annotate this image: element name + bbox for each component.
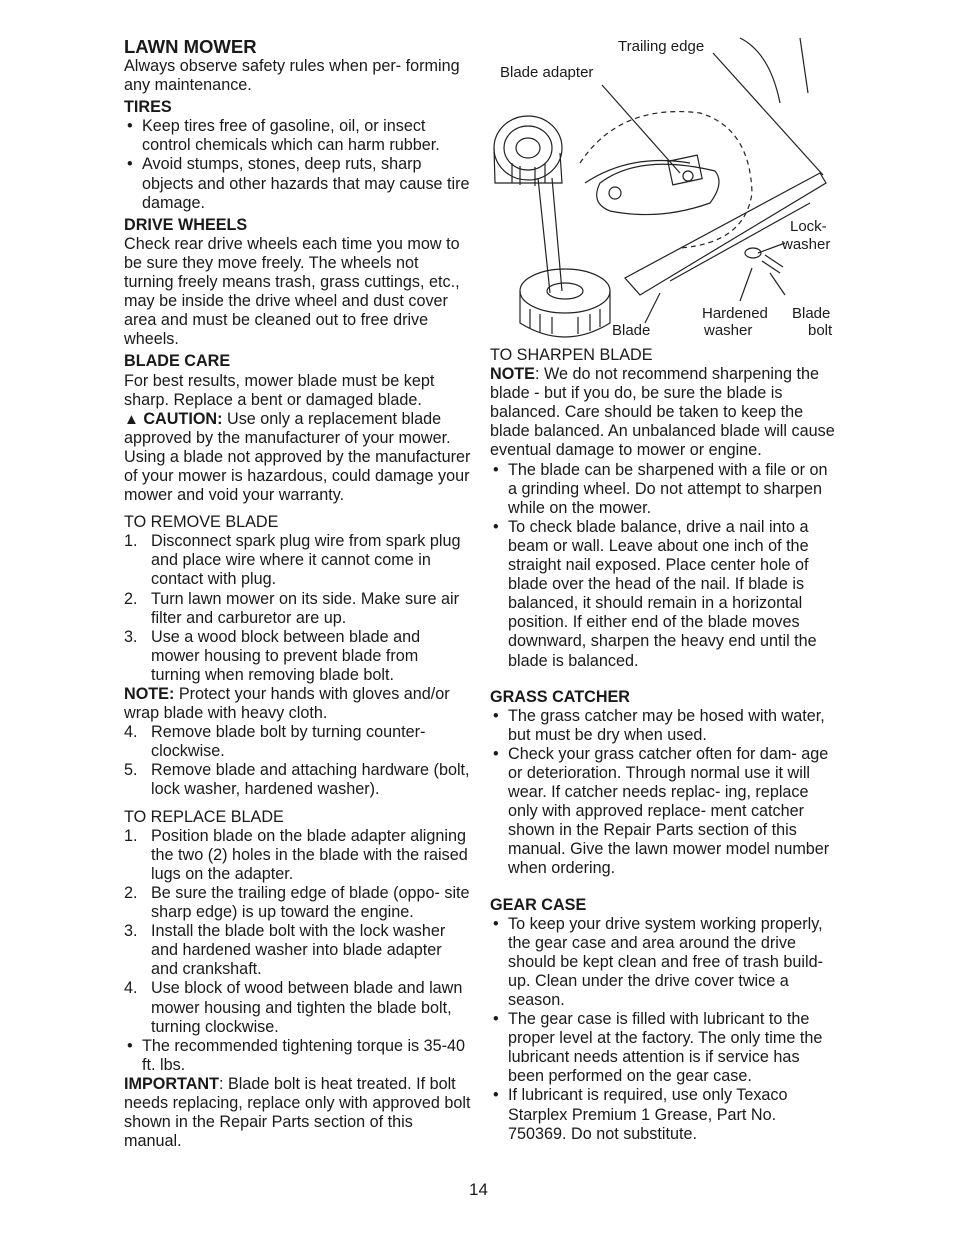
- list-item: 4. Remove blade bolt by turning counter- clockwise.: [124, 723, 426, 761]
- remove-blade-heading: TO REMOVE BLADE: [124, 513, 279, 532]
- remove-blade-steps: [124, 532, 472, 685]
- list-item: 1. Disconnect spark plug wire from spark plug and place wire where it cannot come in contact with plug.: [124, 532, 461, 589]
- caution-label: CAUTION:: [143, 409, 223, 428]
- torque-list: [124, 1037, 472, 1075]
- list-item: • The grass catcher may be hosed with water, but must be dry when used.: [490, 707, 836, 745]
- left-column: [124, 36, 472, 1151]
- list-item: 4. Use block of wood between blade and lawn mower housing and tighten the blade bolt, turning clockwise.: [124, 979, 463, 1036]
- gear-case-list: [490, 915, 836, 1144]
- lawn-mower-intro: Always observe safety rules when per- forming any maintenance.: [124, 57, 460, 95]
- list-item: 1. Position blade on the blade adapter aligning the two (2) holes in the blade with the raised lugs on the adapter.: [124, 826, 468, 883]
- caution-text: Use only a replacement blade approved by the manufacturer of your mower. Using a blade not approved by the manufacturer of your mower is hazardous, could damage your mower and void your warranty.: [124, 409, 471, 505]
- sharpen-blade-heading: TO SHARPEN BLADE: [490, 346, 653, 364]
- list-item: 2. Be sure the trailing edge of blade (oppo- site sharp edge) is up toward the engine.: [124, 883, 470, 922]
- list-item: 5. Remove blade and attaching hardware (bolt, lock washer, hardened washer).: [124, 761, 470, 799]
- blade-care-body: For best results, mower blade must be kept sharp. Replace a bent or damaged blade.: [124, 371, 435, 409]
- list-item: • The gear case is filled with lubricant to the proper level at the factory. The only time the lubricant needs attention is if service has been performed on the gear case.: [490, 1010, 836, 1086]
- blade-care-text: [124, 372, 472, 506]
- label-blade-bolt-1: Blade: [792, 305, 831, 322]
- grass-catcher-heading: GRASS CATCHER: [490, 687, 630, 706]
- label-hardened-washer: washer: [704, 322, 753, 339]
- list-item: 3. Install the blade bolt with the lock washer and hardened washer into blade adapter and crankshaft.: [124, 922, 446, 979]
- drive-wheels-heading: DRIVE WHEELS: [124, 215, 248, 234]
- grass-catcher-list: [490, 707, 836, 879]
- list-item: • Check your grass catcher often for dam- age or deterioration. Through normal use it will wear. If catcher needs replac- ing, replace only with approved replace- ment catcher shown in the Repair Parts section of this manual. Give the lawn mower model number when ordering.: [490, 745, 836, 879]
- label-washer: washer: [782, 236, 831, 253]
- list-item: 2. Turn lawn mower on its side. Make sure air filter and carburetor are up.: [124, 589, 459, 627]
- blade-assembly-diagram: [490, 33, 836, 343]
- tires-list: [124, 117, 472, 212]
- page-number: 14: [469, 1180, 488, 1199]
- replace-blade-heading: TO REPLACE BLADE: [124, 807, 284, 826]
- lawn-mower-heading: LAWN MOWER: [124, 36, 257, 57]
- sharpen-list: [490, 461, 836, 671]
- label-lock: Lock-: [790, 218, 827, 235]
- label-trailing-edge: Trailing edge: [618, 38, 705, 55]
- important-note: IMPORTANT: Blade bolt is heat treated. If bolt needs replacing, replace only with approved bolt shown in the Repair Parts section of this manual.: [124, 1074, 471, 1151]
- label-hardened: Hardened: [702, 305, 768, 322]
- label-blade-bolt-2: bolt: [808, 322, 833, 339]
- replace-blade-steps: [124, 827, 472, 1037]
- list-item: 3. Use a wood block between blade and mower housing to prevent blade from turning when removing blade bolt.: [124, 627, 421, 684]
- remove-blade-steps-2: [124, 723, 472, 799]
- list-item: • The blade can be sharpened with a file or on a grinding wheel. Do not attempt to sharpen while on the mower.: [490, 461, 836, 518]
- list-item: • The recommended tightening torque is 35-40 ft. lbs.: [124, 1037, 472, 1075]
- label-blade: Blade: [612, 322, 651, 339]
- warning-icon: ▲: [124, 410, 139, 428]
- list-item: • To check blade balance, drive a nail into a beam or wall. Leave about one inch of the straight nail exposed. Place center hole of blade over the head of the nail. If blade is balanced, it should remain in a horizontal position. If either end of the blade moves downward, sharpen the heavy end until the blade is balanced.: [490, 518, 836, 671]
- label-blade-adapter: Blade adapter: [500, 64, 594, 81]
- right-column: [490, 346, 836, 1144]
- list-item: • Avoid stumps, stones, deep ruts, sharp objects and other hazards that may cause tire damage.: [124, 155, 472, 212]
- list-item: • Keep tires free of gasoline, oil, or insect control chemicals which can harm rubber.: [124, 117, 472, 155]
- drive-wheels-text: Check rear drive wheels each time you mow to be sure they move freely. The wheels not turning freely means trash, grass cuttings, etc., may be inside the drive wheel and dust cover area and must be cleaned out to free drive wheels.: [124, 234, 460, 349]
- remove-blade-note: NOTE: Protect your hands with gloves and/or wrap blade with heavy cloth.: [124, 685, 450, 723]
- tires-heading: TIRES: [124, 98, 172, 117]
- blade-care-heading: BLADE CARE: [124, 352, 231, 371]
- list-item: • To keep your drive system working properly, the gear case and area around the drive should be kept clean and free of trash build-up. Clean under the drive cover twice a season.: [490, 915, 836, 1010]
- sharpen-note: NOTE: We do not recommend sharpening the blade - but if you do, be sure the blade is balanced. Care should be taken to keep the blade balanced. An unbalanced blade will cause eventual damage to mower or engine.: [490, 365, 835, 460]
- gear-case-heading: GEAR CASE: [490, 895, 587, 914]
- list-item: • If lubricant is required, use only Texaco Starplex Premium 1 Grease, Part No. 750369. Do not substitute.: [490, 1086, 836, 1143]
